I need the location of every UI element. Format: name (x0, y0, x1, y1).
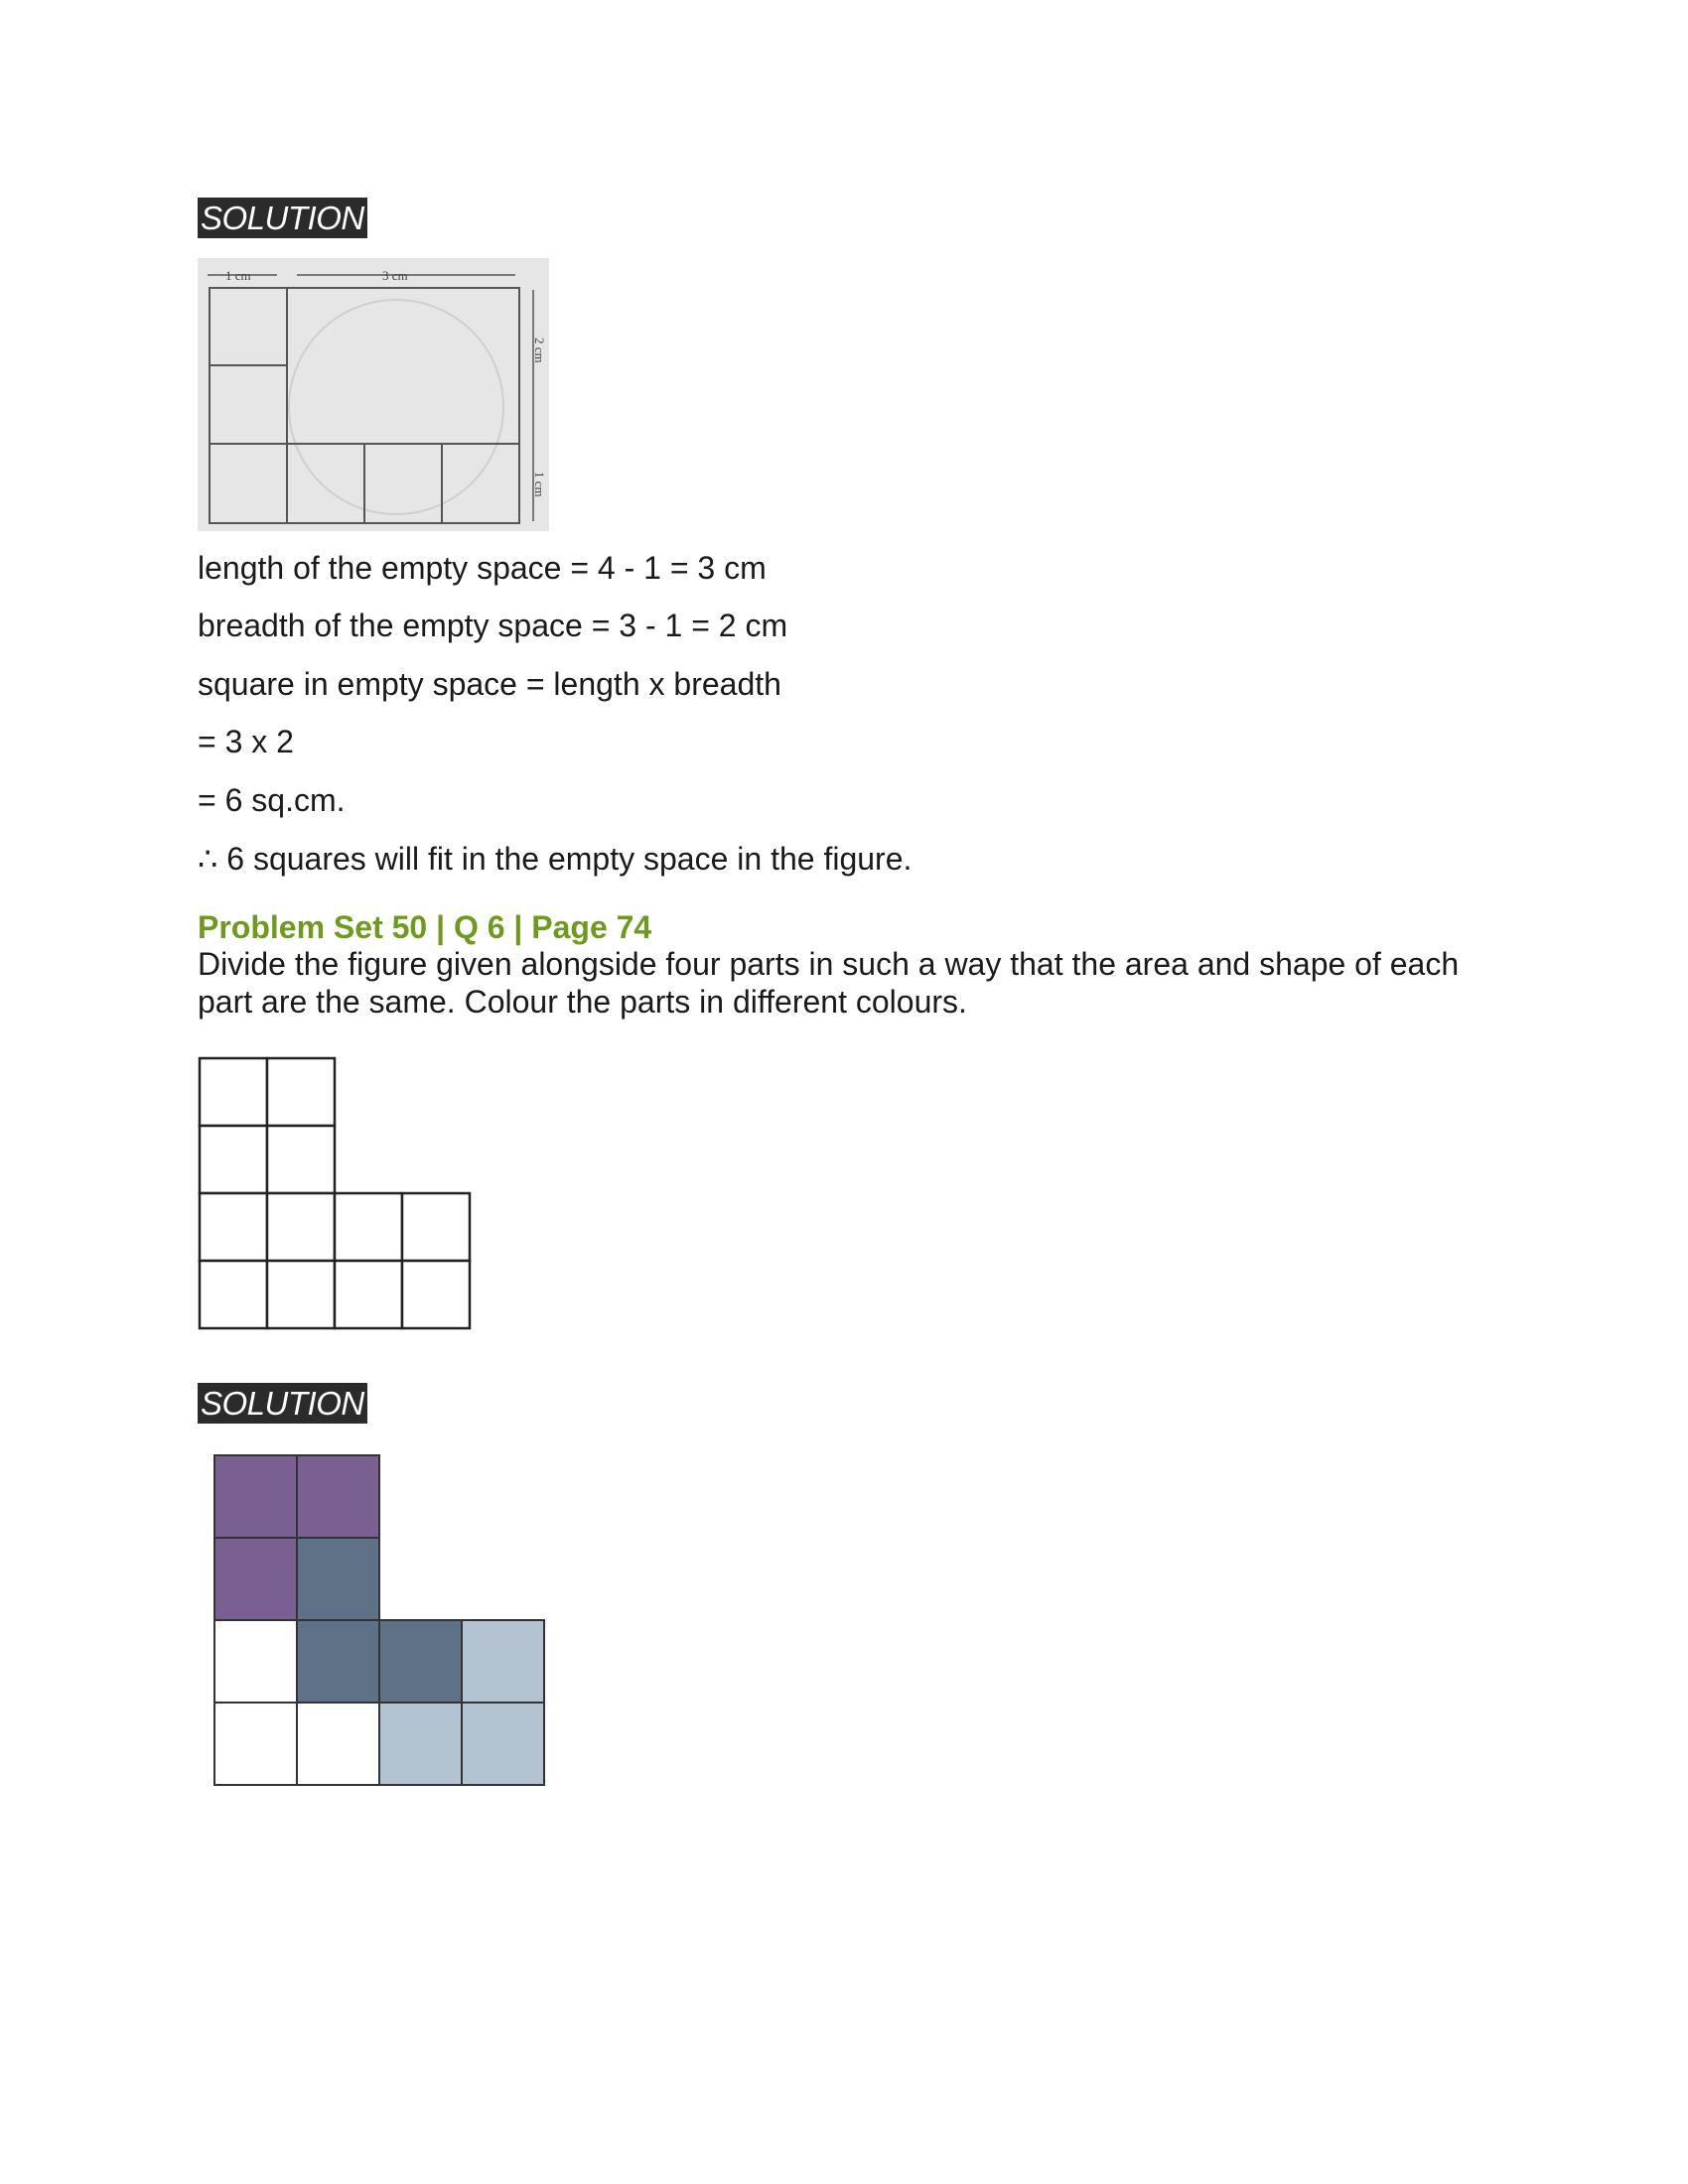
empty-space-figure (198, 258, 549, 531)
problem-text: Divide the figure given alongside four parts in such a way that the area and shape of each part are the same. Colour the parts in different colours. (198, 946, 1460, 1020)
solution-label: SOLUTION (198, 198, 367, 238)
dim-1cm-top: 1 cm (225, 268, 251, 283)
dim-3cm-top: 3 cm (382, 268, 408, 283)
l-shape-grid (198, 1056, 478, 1336)
text-line: = 3 x 2 (198, 724, 294, 759)
text-line: length of the empty space = 4 - 1 = 3 cm (198, 550, 767, 586)
problem-heading: Problem Set 50 | Q 6 | Page 74 (198, 909, 652, 945)
text-line: square in empty space = length x breadth (198, 666, 781, 702)
dim-1cm-right: 1 cm (532, 472, 547, 497)
text-line: = 6 sq.cm. (198, 782, 346, 818)
conclusion-line: ∴ 6 squares will fit in the empty space in the figure. (198, 841, 913, 877)
dim-2cm-right: 2 cm (532, 338, 547, 363)
text-line: breadth of the empty space = 3 - 1 = 2 cm (198, 608, 788, 643)
solution-label: SOLUTION (198, 1383, 367, 1424)
coloured-l-shape (211, 1452, 553, 1800)
